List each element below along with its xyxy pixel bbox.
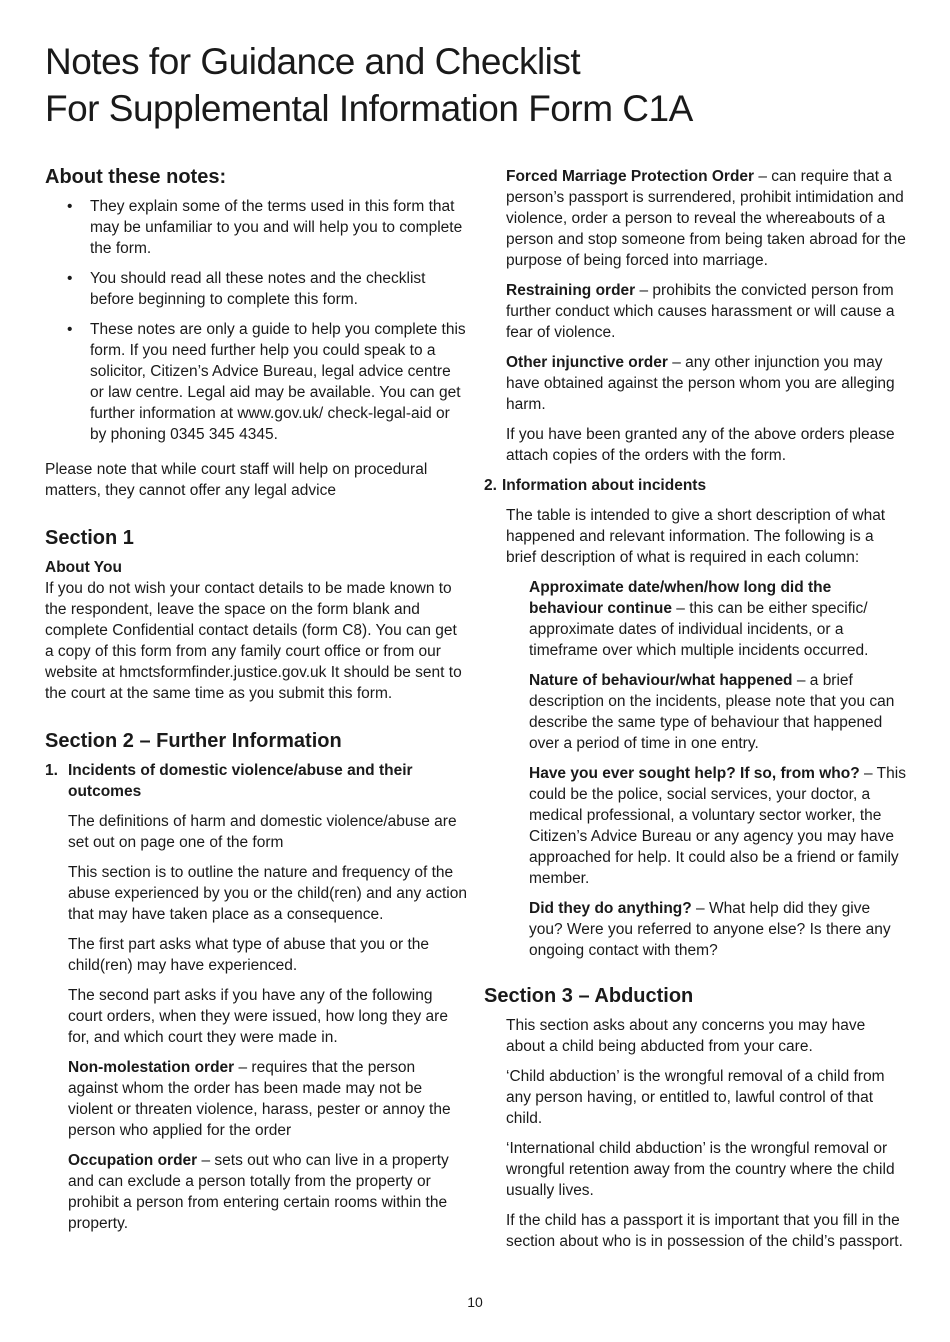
order-restraining	[506, 280, 908, 343]
order-text: – can require that a person’s passport is surrendered, prohibit intimidation and violence, order a person to reveal the whereabouts of a person and stop someone from being taken abroad for the purpose of being forced into marriage.	[506, 168, 906, 269]
column-description	[529, 577, 908, 661]
item-1-body-continued	[484, 166, 908, 466]
item-2-intro: The table is intended to give a short description of what happened and relevant information. The following is a brief description of what is required in each column:	[506, 507, 886, 566]
column-term: Nature of behaviour/what happened	[529, 672, 793, 689]
order-text: – any other injunction you may have obtained against the person whom you are alleging harm.	[506, 354, 895, 413]
column-text: – this can be either specific/ approximate dates of individual incidents, or a timeframe over which multiple incidents occurred.	[529, 600, 869, 659]
column-text: – This could be the police, social services, your doctor, a medical professional, a voluntary sector worker, the Citizen’s Advice Bureau or any agency you may have approached for help. It could also be a friend or family member.	[529, 765, 906, 887]
section-3-heading: Section 3 – Abduction	[484, 985, 694, 1007]
order-forced-marriage	[506, 166, 908, 271]
section-1	[45, 525, 467, 704]
section-2	[45, 728, 467, 1234]
column-description	[529, 763, 908, 889]
item-2-body	[484, 505, 908, 568]
list-item: • You should read all these notes and the checklist before beginning to complete this form.	[45, 268, 467, 310]
about-notes-list	[45, 196, 467, 445]
item-1-number: 1.	[45, 762, 58, 779]
section-3	[484, 983, 908, 1252]
column-term: Did they do anything?	[529, 900, 692, 917]
section-3-body	[484, 1015, 908, 1252]
item-2-title: Information about incidents	[502, 477, 707, 494]
section-1-heading: Section 1	[45, 527, 134, 549]
order-term: Forced Marriage Protection Order	[506, 168, 755, 185]
paragraph: ‘Child abduction’ is the wrongful removal of a child from any person having, or entitled to, lawful control of that child.	[506, 1068, 885, 1127]
order-term: Other injunctive order	[506, 354, 668, 371]
paragraph: ‘International child abduction’ is the wrongful removal or wrongful retention away from the country where the child usually lives.	[506, 1140, 895, 1199]
legal-advice-note: Please note that while court staff will help on procedural matters, they cannot offer any legal advice	[45, 461, 428, 499]
column-text: – What help did they give you? Were you referred to anyone else? Is there any ongoing contact with them?	[529, 900, 891, 959]
about-you-subheading: About You	[45, 559, 122, 576]
item-2-columns	[484, 577, 908, 961]
item-2-number: 2.	[484, 477, 497, 494]
title-line-2: For Supplemental Information Form C1A	[45, 88, 693, 129]
orders-closing-note: If you have been granted any of the above orders please attach copies of the orders with the form.	[506, 426, 895, 464]
page-title	[45, 38, 693, 132]
order-term: Non-molestation order	[68, 1059, 235, 1076]
about-you-body: If you do not wish your contact details to be made known to the respondent, leave the space on the form blank and complete Confidential contact details (form C8). You can get a copy of this form from any family court office or from our website at hmctsformfinder.justice.gov.uk It should be sent to the court at the same time as you submit this form.	[45, 580, 462, 702]
paragraph: The definitions of harm and domestic violence/abuse are set out on page one of the form	[68, 813, 457, 851]
order-term: Restraining order	[506, 282, 636, 299]
paragraph: This section asks about any concerns you may have about a child being abducted from your care.	[506, 1017, 866, 1055]
list-item: • These notes are only a guide to help you complete this form. If you need further help you could speak to a solicitor, Citizen’s Advice Bureau, legal advice centre or law centre. Legal aid may be available. You can get further information at www.gov.uk/ check-legal-aid or by phoning 0345 345 4345.	[45, 319, 467, 445]
paragraph: The first part asks what type of abuse that you or the child(ren) may have experienced.	[68, 936, 429, 974]
section-2-heading: Section 2 – Further Information	[45, 730, 342, 752]
paragraph: The second part asks if you have any of the following court orders, when they were issued, how long they are for, and which court they were made in.	[68, 987, 448, 1046]
item-1-body	[45, 811, 467, 1234]
column-term: Have you ever sought help? If so, from who?	[529, 765, 860, 782]
about-notes-section	[45, 164, 467, 501]
order-occupation	[68, 1150, 467, 1234]
paragraph: If the child has a passport it is important that you fill in the section about who is in possession of the child’s passport.	[506, 1212, 903, 1250]
order-term: Occupation order	[68, 1152, 198, 1169]
item-1-heading	[45, 760, 467, 802]
order-non-molestation	[68, 1057, 467, 1141]
column-description	[529, 670, 908, 754]
column-term: Approximate date/when/how long did the behaviour continue	[529, 579, 832, 617]
right-column	[484, 166, 908, 1261]
about-notes-heading: About these notes:	[45, 166, 227, 188]
order-text: – sets out who can live in a property and can exclude a person totally from the property or prohibit a person from entering certain rooms within the property.	[68, 1152, 449, 1232]
order-text: – prohibits the convicted person from further conduct which causes harassment or will cause a fear of violence.	[506, 282, 895, 341]
order-text: – requires that the person against whom the order has been made may not be violent or threaten violence, harass, pester or annoy the person who applied for the order	[68, 1059, 451, 1139]
list-item: • They explain some of the terms used in this form that may be unfamiliar to you and will help you to complete the form.	[45, 196, 467, 259]
title-line-1: Notes for Guidance and Checklist	[45, 41, 581, 82]
left-column	[45, 164, 467, 1243]
column-description	[529, 898, 908, 961]
item-2-heading	[484, 475, 908, 496]
paragraph: This section is to outline the nature and frequency of the abuse experienced by you or the child(ren) and any action that may have taken place as a consequence.	[68, 864, 467, 923]
item-1-title: Incidents of domestic violence/abuse and their outcomes	[68, 762, 413, 800]
order-other-injunctive	[506, 352, 908, 415]
page-number: 10	[467, 1294, 483, 1310]
column-text: – a brief description on the incidents, please note that you can describe the same type of behaviour that happened over a period of time in one entry.	[529, 672, 895, 752]
